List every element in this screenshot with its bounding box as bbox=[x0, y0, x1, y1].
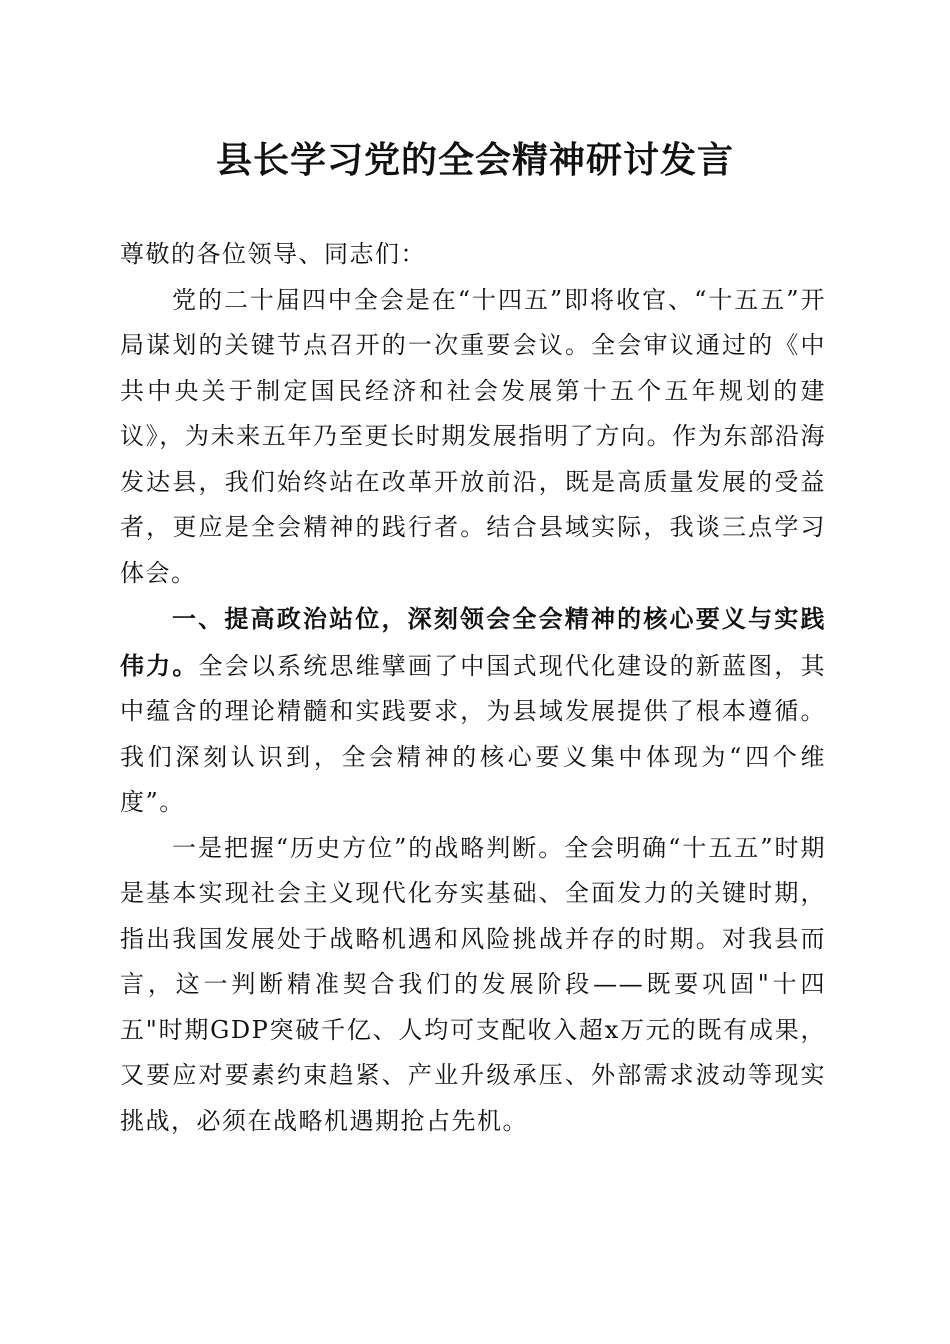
intro-paragraph: 党的二十届四中全会是在“十四五”即将收官、“十五五”开局谋划的关键节点召开的一次重要会议。全会审议通过的《中共中央关于制定国民经济和社会发展第十五个五年规划的建议》，为未来五年乃至更长时期发展指明了方向。作为东部沿海发达县，我们始终站在改革开放前沿，既是高质量发展的受益者，更应是全会精神的践行者。结合县域实际，我谈三点学习体会。 bbox=[120, 285, 826, 587]
point-1-lead: 一是把握“历史方位”的战略判断。 bbox=[172, 833, 565, 862]
point-1-body: 全会明确“十五五”时期是基本实现社会主义现代化夯实基础、全面发力的关键时期，指出我国发展处于战略机遇和风险挑战并存的时期。对我县而言，这一判断精准契合我们的发展阶段——既要巩固"十四五"时期GDP突破千亿、人均可支配收入超x万元的既有成果，又要应对要素约束趋紧、产业升级承压、外部需求波动等现实挑战，必须在战略机遇期抢占先机。 bbox=[120, 833, 826, 1135]
point-1-paragraph bbox=[120, 826, 826, 1145]
section-1-paragraph bbox=[120, 596, 826, 826]
section-1-body: 全会以系统思维擘画了中国式现代化建设的新蓝图，其中蕴含的理论精髓和实践要求，为县域发展提供了根本遵循。我们深刻认识到，全会精神的核心要义集中体现为“四个维度”。 bbox=[120, 651, 827, 816]
salutation: 尊敬的各位领导、同志们： bbox=[120, 240, 426, 268]
document-title: 县长学习党的全会精神研讨发言 bbox=[215, 139, 734, 181]
section-1-heading: 一、提高政治站位，深刻领会全会精神的核心要义与实践伟力。 bbox=[120, 604, 826, 680]
document-body bbox=[120, 232, 826, 1144]
